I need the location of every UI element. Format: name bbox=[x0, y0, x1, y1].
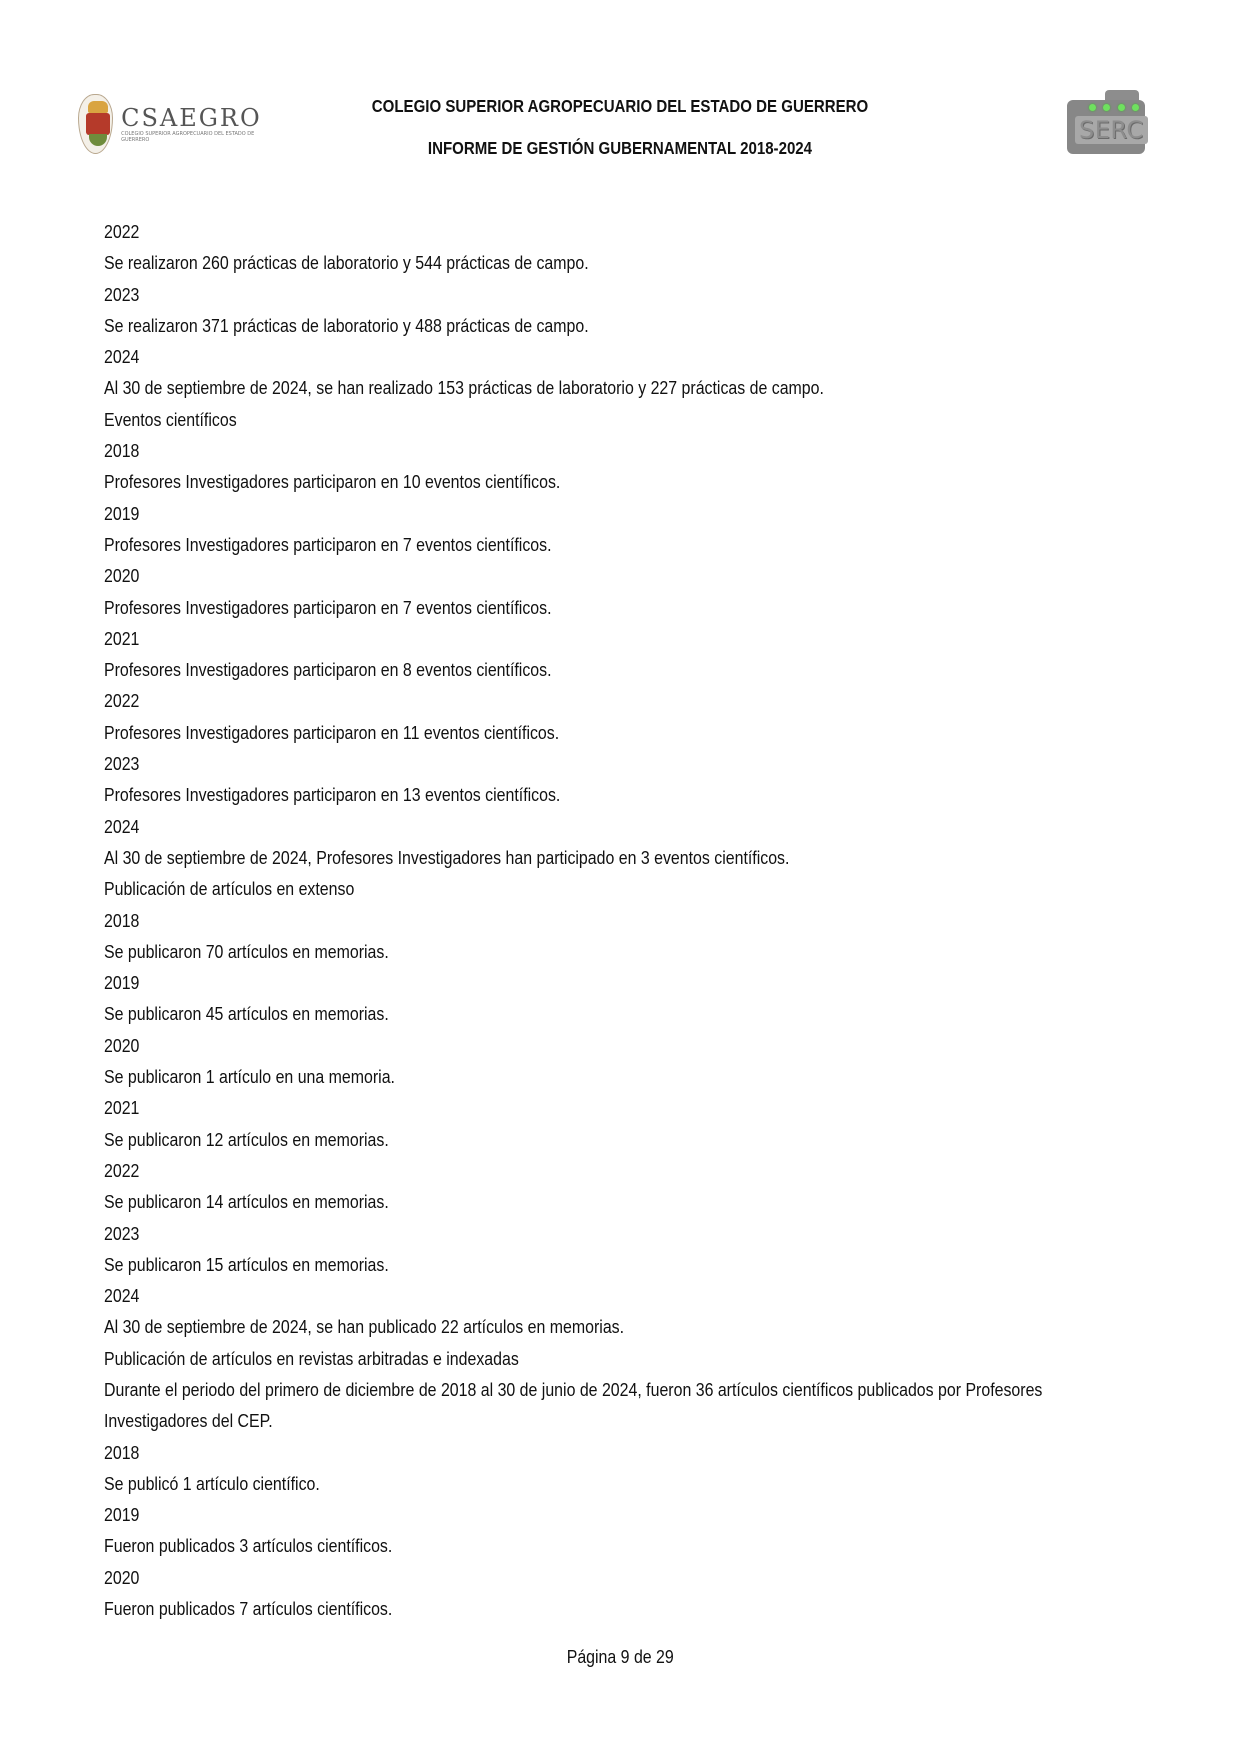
year-heading: 2022 bbox=[104, 1159, 140, 1181]
csaegro-logo-name: CSAEGRO bbox=[121, 104, 262, 132]
year-heading: 2020 bbox=[104, 1034, 140, 1056]
year-heading: 2023 bbox=[104, 753, 140, 775]
year-heading: 2019 bbox=[104, 502, 140, 524]
serc-light-icon bbox=[1118, 104, 1125, 111]
year-heading: 2018 bbox=[104, 1441, 140, 1463]
text-line: Se realizaron 371 prácticas de laboratorio y 488 prácticas de campo. bbox=[104, 314, 589, 336]
text-line: Profesores Investigadores participaron en 8 eventos científicos. bbox=[104, 659, 552, 681]
year-heading: 2021 bbox=[104, 1097, 140, 1119]
year-heading: 2018 bbox=[104, 440, 140, 462]
year-heading: 2024 bbox=[104, 346, 140, 368]
text-line: Durante el periodo del primero de diciembre de 2018 al 30 de junio de 2024, fueron 36 artículos científicos publicados por Profesores bbox=[104, 1378, 1043, 1400]
text-line: Se publicaron 45 artículos en memorias. bbox=[104, 1003, 389, 1025]
text-line: Al 30 de septiembre de 2024, se han realizado 153 prácticas de laboratorio y 227 prácticas de campo. bbox=[104, 377, 824, 399]
year-heading: 2023 bbox=[104, 1222, 140, 1244]
year-heading: 2023 bbox=[104, 283, 140, 305]
text-line: Profesores Investigadores participaron en 10 eventos científicos. bbox=[104, 471, 561, 493]
text-line: Publicación de artículos en extenso bbox=[104, 878, 355, 900]
year-heading: 2024 bbox=[104, 1285, 140, 1307]
text-line: Se publicaron 14 artículos en memorias. bbox=[104, 1191, 389, 1213]
csaegro-logo bbox=[78, 93, 263, 155]
header-title: COLEGIO SUPERIOR AGROPECUARIO DEL ESTADO DE GUERRERO bbox=[371, 96, 869, 116]
csaegro-logo-subtitle: COLEGIO SUPERIOR AGROPECUARIO DEL ESTADO DE GUERRERO bbox=[121, 131, 255, 143]
text-line: Profesores Investigadores participaron en 11 eventos científicos. bbox=[104, 721, 560, 743]
text-line: Profesores Investigadores participaron en 7 eventos científicos. bbox=[104, 533, 552, 555]
year-heading: 2024 bbox=[104, 815, 140, 837]
text-line: Se publicaron 15 artículos en memorias. bbox=[104, 1253, 389, 1275]
header-subtitle: INFORME DE GESTIÓN GUBERNAMENTAL 2018-2024 bbox=[427, 138, 813, 158]
text-line: Se publicó 1 artículo científico. bbox=[104, 1472, 320, 1494]
text-line: Publicación de artículos en revistas arbitradas e indexadas bbox=[104, 1347, 519, 1369]
text-line: Al 30 de septiembre de 2024, Profesores Investigadores han participado en 3 eventos científicos. bbox=[104, 846, 790, 868]
text-line: Se publicaron 1 artículo en una memoria. bbox=[104, 1066, 395, 1088]
document-header bbox=[300, 96, 940, 160]
csaegro-logo-text bbox=[121, 105, 263, 143]
serc-status-lights bbox=[1089, 104, 1139, 111]
text-line: Fueron publicados 3 artículos científicos. bbox=[104, 1535, 393, 1557]
serc-logo-name: SERC bbox=[1075, 116, 1148, 144]
text-line: Fueron publicados 7 artículos científicos. bbox=[104, 1598, 393, 1620]
page-number: Página 9 de 29 bbox=[566, 1646, 674, 1667]
year-heading: 2022 bbox=[104, 221, 140, 242]
text-line: Profesores Investigadores participaron en 7 eventos científicos. bbox=[104, 596, 552, 618]
text-line: Eventos científicos bbox=[104, 408, 237, 430]
text-line: Se publicaron 12 artículos en memorias. bbox=[104, 1128, 389, 1150]
csaegro-shield-icon bbox=[78, 94, 113, 154]
serc-light-icon bbox=[1132, 104, 1139, 111]
serc-logo bbox=[1065, 90, 1149, 156]
year-heading: 2022 bbox=[104, 690, 140, 712]
page-footer bbox=[0, 1646, 1240, 1668]
text-line: Se realizaron 260 prácticas de laboratorio y 544 prácticas de campo. bbox=[104, 252, 589, 274]
text-line: Investigadores del CEP. bbox=[104, 1410, 273, 1432]
text-line: Profesores Investigadores participaron en 13 eventos científicos. bbox=[104, 784, 561, 806]
year-heading: 2020 bbox=[104, 1566, 140, 1588]
serc-light-icon bbox=[1089, 104, 1096, 111]
text-line: Se publicaron 70 artículos en memorias. bbox=[104, 940, 389, 962]
year-heading: 2021 bbox=[104, 627, 140, 649]
year-heading: 2019 bbox=[104, 972, 140, 994]
year-heading: 2020 bbox=[104, 565, 140, 587]
year-heading: 2019 bbox=[104, 1504, 140, 1526]
serc-light-icon bbox=[1103, 104, 1110, 111]
text-line: Al 30 de septiembre de 2024, se han publicado 22 artículos en memorias. bbox=[104, 1316, 625, 1338]
document-body bbox=[104, 216, 1154, 1624]
year-heading: 2018 bbox=[104, 909, 140, 931]
